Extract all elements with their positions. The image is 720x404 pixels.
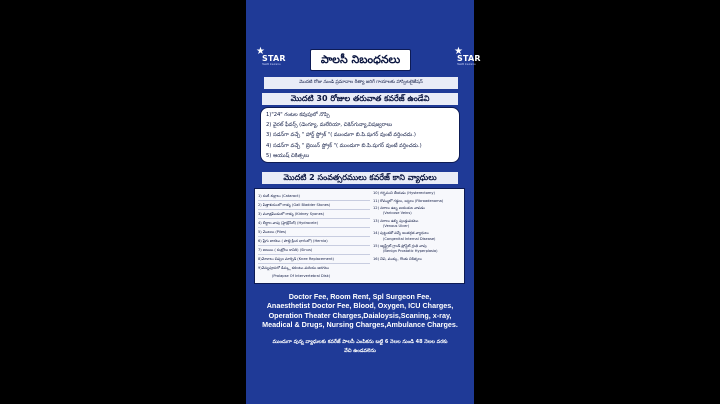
charges-line: Meadical & Drugs, Nursing Charges,Ambulance Charges. [262, 320, 458, 330]
section2-right-column [373, 191, 463, 262]
footer-line: వేచి ఉండవలెను [344, 348, 376, 354]
list-item: 14) పుట్టుకతో వచ్చే అంతర్గత వ్యాధులు [373, 231, 429, 236]
list-item: 10) గర్భసంచి తీయడం (Hysterectomy) [373, 191, 435, 195]
section2-table [254, 188, 465, 284]
star-icon: ★ [256, 46, 265, 57]
list-item: 15) ఆ్యస్ట్రేట్ గ్లాండ్ ప్రోస్టేట్ గ్రంథి వాపు [373, 244, 427, 249]
covered-charges [254, 292, 466, 330]
list-item: 5) మొలలు (Piles) [258, 228, 370, 237]
charges-line: Anaesthetist Doctor Fee, Blood, Oxygen, ICU Charges, [266, 301, 454, 311]
section2-left-column [258, 192, 370, 280]
charges-line: Doctor Fee, Room Rent, Spl Surgeon Fee, [288, 292, 432, 301]
list-item: 4) బీర్జాల వాపు (హైడ్రోసిల్) (Hydrocele) [258, 219, 370, 228]
list-item: (Venous Ulcer) [383, 223, 410, 228]
policy-poster [246, 0, 481, 404]
footer-note [256, 338, 464, 356]
logo-brand: STAR [262, 54, 286, 63]
footer-line: ముందుగా వున్న వ్యాధులకు కవరేజ్ పాలసీ ఎంపికను బట్టి 6 నెలల నుండి 48 నెలల వరకు [272, 339, 448, 345]
section1-heading: మొదటి 30 రోజుల తరువాత కవరేజ్ ఉండేవి [262, 93, 458, 105]
list-item: 1) కంటి శుక్లాలు (Cataract) [258, 192, 370, 201]
list-item: 16) చెవి, ముక్కు, గొంతు చికిత్సలు [373, 256, 422, 261]
list-item: 5) ఆయుష్ చికిత్సలు [266, 152, 310, 159]
list-item: (Prolapse Of Intervertebral Disk) [272, 274, 331, 278]
list-item: 4) సడన్‌గా వచ్చే " బ్రెయిన్ స్ట్రోక్ "( ముందుగా బి.పి.షుగర్ వుంటే వర్తించదు.) [266, 142, 422, 149]
logo-tagline: Health Insurance [457, 63, 476, 66]
list-item: 3) మూత్రపిండంలో రాళ్ళు (Kidney Syones) [258, 210, 370, 219]
section2-heading: మొదటి 2 సంవత్సరములు కవరేజ్ కాని వ్యాధులు [262, 172, 458, 184]
list-item: 11) రొమ్ములో గడ్డలు, బట్టలు (Fibroadenoma) [373, 198, 444, 203]
charges-line: Operation Theater Charges,Daialoysis,Scaning, x-ray, [268, 310, 452, 320]
list-item: 7) జలుబు ( కంట్రోలు కానిది) (Sinus) [258, 246, 370, 255]
list-item: 2) వైరల్ ఫీవర్స్ (డెంగ్యూ, మలేరియా, చికెన్‌గున్యా,విషజ్వరాలు [266, 122, 393, 129]
intro-banner: మొదటి రోజు నుండి ప్రమాదాల రీత్యా జరిగే గాయాలకు హాస్పిటలైజేషన్ [264, 77, 458, 89]
section1-list [260, 107, 460, 163]
list-item: 3) సడన్‌గా వచ్చే " హార్ట్ స్ట్రోక్ "( ముందుగా బి.పి.షుగర్ వుంటే వర్తించదు.) [266, 132, 416, 139]
star-health-logo-right [454, 48, 494, 70]
list-item: 13) నరాలు ఉబ్బి పుండ్లుపడటం [373, 218, 419, 223]
list-item: 1)"24" గంటల కవుపులో నొప్పి [266, 112, 330, 118]
logo-tagline: Health Insurance [262, 63, 281, 66]
list-item: (Congenital Internal Disease) [383, 236, 436, 241]
list-item: 2) పిత్తాశయంలో రాళ్ళు (Gall Bladder Stones) [258, 201, 370, 210]
list-item: (Varicose Veins) [383, 211, 412, 216]
list-item: 9)వెన్నుపూసలో డిస్క్లు కదలటం మరియు అరగటం [258, 266, 330, 270]
star-health-logo [256, 48, 296, 70]
list-item: (Benign Prostatic Hyperplasia) [383, 249, 438, 254]
list-item: 8)మోకాలు చిప్పల మార్పిడి (Knee Replacement) [258, 255, 370, 264]
list-item: 6) ప్రేగు జారటం ( పొత్తి క్రింద భాగంలో) (Hernia) [258, 237, 370, 246]
logo-brand: STAR [457, 54, 481, 63]
list-item: 12) నరాలు ఉబ్బ ఐయుకుల వాపడం [373, 206, 425, 210]
star-icon: ★ [454, 46, 463, 57]
page-title: పాలసీ నిబంధనలు [310, 49, 411, 71]
